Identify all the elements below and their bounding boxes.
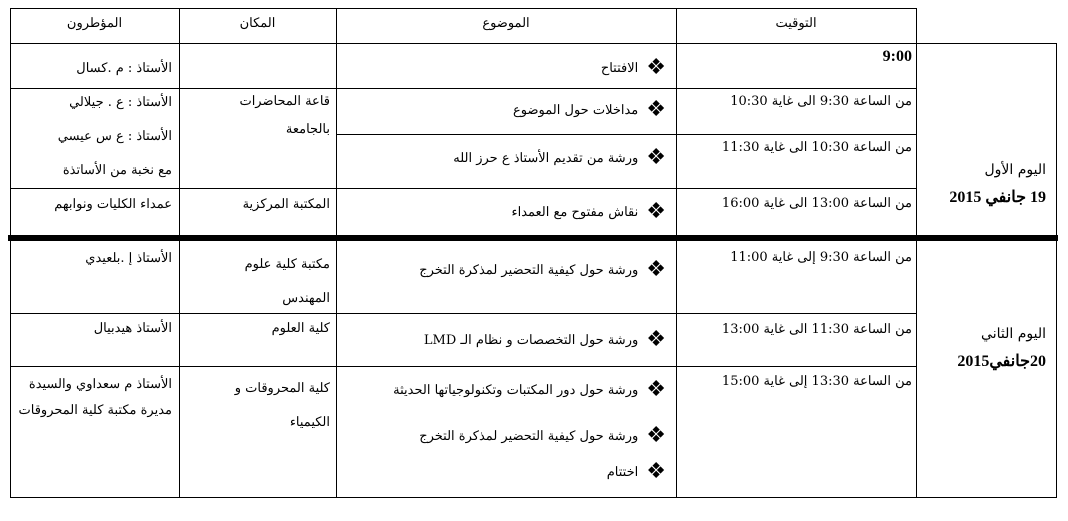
place-cell: المكتبة المركزية — [242, 197, 330, 212]
place-cell: كلية المحروقات و الكيمياء — [234, 381, 330, 430]
rule — [676, 8, 677, 498]
rule — [10, 366, 916, 367]
topic-text: اختتام — [606, 464, 639, 480]
day-separator — [8, 235, 1058, 241]
topic-text: ورشة حول دور المكتبات وتكنولوجياتها الحديثة — [393, 382, 639, 398]
presenters-cell: الأستاذ إ .بلعيدي — [85, 251, 172, 266]
topic-item — [453, 146, 666, 170]
bullet-icon: ❖ — [646, 377, 666, 402]
rule — [10, 497, 1056, 498]
topic-text: الافتتاح — [600, 60, 639, 76]
day2-label-line1: اليوم الثاني — [981, 326, 1046, 342]
rule — [179, 8, 180, 498]
header-presenters: المؤطرون — [66, 16, 123, 31]
topic-text: ورشة من تقديم الأستاذ ع حرز الله — [453, 150, 639, 166]
topic-item — [424, 328, 666, 352]
rule — [336, 8, 337, 498]
day1-label-line1: اليوم الأول — [984, 162, 1046, 178]
day2-label-date: 20جانفي2015 — [957, 353, 1046, 370]
place-cell: قاعة المحاضرات بالجامعة — [239, 94, 330, 137]
place-cell: كلية العلوم — [271, 321, 330, 336]
topic-text: ورشة حول كيفية التحضير لمذكرة التخرج — [419, 262, 639, 278]
topic-item — [607, 460, 666, 484]
rule — [1056, 43, 1057, 498]
bullet-icon: ❖ — [646, 199, 666, 224]
presenter-line: الأستاذ : ع س عيسي — [57, 129, 172, 144]
rule — [916, 8, 917, 498]
rule — [10, 188, 916, 189]
topic-item — [419, 424, 666, 448]
bullet-icon: ❖ — [646, 97, 666, 122]
topic-item — [511, 200, 666, 224]
day1-label — [924, 156, 1046, 212]
topic-item — [513, 98, 666, 122]
presenters-cell: الأستاذ م سعداوي والسيدة مديرة مكتبة كلية المحروقات — [18, 377, 172, 418]
header-time: التوقيت — [775, 16, 817, 31]
rule — [10, 8, 11, 498]
topic-item — [601, 56, 666, 80]
topic-text: مداخلات حول الموضوع — [513, 102, 639, 118]
time-cell: من الساعة 9:30 الى غاية 10:30 — [730, 94, 912, 109]
rule — [10, 43, 1056, 44]
time-cell: من الساعة 11:30 الى غاية 13:00 — [721, 322, 912, 337]
time-cell: من الساعة 9:30 إلى غاية 11:00 — [730, 250, 912, 265]
presenters-cell: عمداء الكليات ونوابهم — [54, 197, 172, 212]
topic-text: ورشة حول كيفية التحضير لمذكرة التخرج — [419, 428, 639, 444]
topic-item — [393, 378, 666, 402]
presenter-line: الأستاذ : م .كسال — [76, 61, 172, 76]
rule — [10, 313, 916, 314]
topic-item — [419, 258, 666, 282]
rule — [336, 134, 916, 135]
header-place: المكان — [239, 16, 276, 31]
presenter-line: الأستاذ : ع . جيلالي — [69, 95, 172, 110]
time-cell: من الساعة 13:30 إلى غاية 15:00 — [721, 374, 912, 389]
time-cell: 9:00 — [882, 48, 912, 65]
presenters-cell: الأستاذ هيدبيال — [93, 321, 172, 336]
bullet-icon: ❖ — [646, 55, 666, 80]
day2-label — [924, 320, 1046, 376]
topic-text: نقاش مفتوح مع العمداء — [511, 204, 639, 220]
bullet-icon: ❖ — [646, 257, 666, 282]
time-cell: من الساعة 13:00 الى غاية 16:00 — [721, 196, 912, 211]
presenters-cell — [16, 52, 172, 188]
bullet-icon: ❖ — [646, 459, 666, 484]
header-topic: الموضوع — [482, 16, 530, 31]
bullet-icon: ❖ — [646, 327, 666, 352]
presenter-line: مع نخبة من الأساتذة — [62, 163, 172, 178]
bullet-icon: ❖ — [646, 145, 666, 170]
time-cell: من الساعة 10:30 الى غاية 11:30 — [721, 140, 912, 155]
topic-text: ورشة حول التخصصات و نظام الـ LMD — [423, 332, 639, 348]
bullet-icon: ❖ — [646, 423, 666, 448]
place-cell: مكتبة كلية علوم المهندس — [244, 257, 330, 306]
rule — [10, 8, 916, 9]
day1-label-date: 19 جانفي 2015 — [949, 189, 1046, 206]
